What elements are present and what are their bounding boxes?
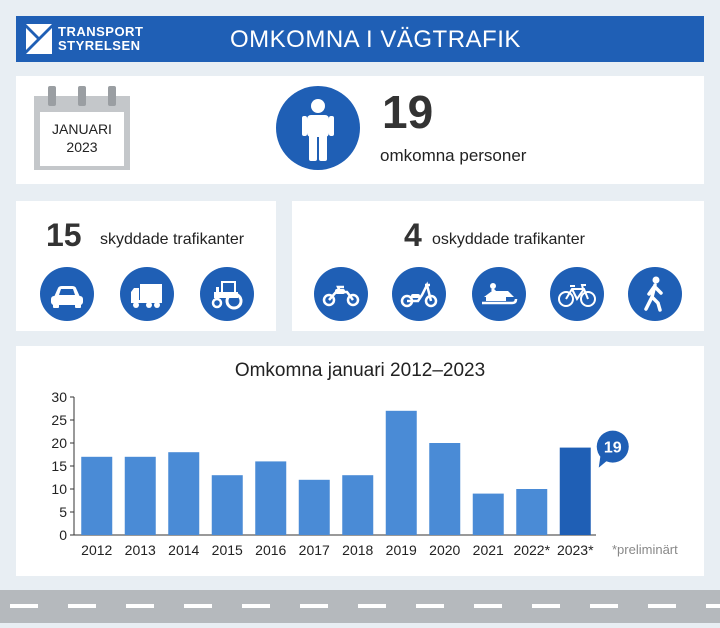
- motorcycle-icon: [314, 267, 368, 321]
- bar: [125, 457, 156, 535]
- unprotected-road-users-panel: [292, 201, 704, 331]
- bar-highlight: [560, 448, 591, 535]
- total-fatalities-label: omkomna personer: [380, 146, 527, 165]
- snowmobile-icon: [472, 267, 526, 321]
- x-tick-label: 2019: [385, 542, 417, 558]
- x-tick-label: 2014: [168, 542, 200, 558]
- unprotected-label: oskyddade trafikanter: [432, 231, 585, 248]
- bar: [516, 489, 547, 535]
- x-tick-label: 2018: [342, 542, 374, 558]
- x-tick-label: 2015: [211, 542, 243, 558]
- bar: [255, 461, 286, 535]
- bar: [342, 475, 373, 535]
- x-tick-label: 2016: [255, 542, 287, 558]
- person-icon: [276, 86, 360, 170]
- y-tick-label: 30: [51, 389, 67, 405]
- y-tick-label: 5: [59, 504, 67, 520]
- bar: [299, 480, 330, 535]
- y-tick-label: 15: [51, 458, 67, 474]
- bar: [386, 411, 417, 535]
- page-title: OMKOMNA I VÄGTRAFIK: [230, 26, 521, 53]
- y-tick-label: 20: [51, 435, 67, 451]
- pedestrian-icon: [628, 267, 682, 321]
- bar: [473, 494, 504, 535]
- bar: [212, 475, 243, 535]
- protected-value: 15: [46, 217, 82, 253]
- callout-value: 19: [603, 439, 622, 457]
- summary-panel: [16, 76, 704, 184]
- calendar-year: 2023: [66, 139, 98, 155]
- x-tick-label: 2017: [298, 542, 330, 558]
- chart-title: Omkomna januari 2012–2023: [234, 360, 486, 381]
- unprotected-value: 4: [404, 217, 422, 253]
- protected-label: skyddade trafikanter: [100, 231, 245, 248]
- calendar-month: JANUARI: [52, 121, 112, 137]
- transportstyrelsen-logo: [26, 22, 166, 56]
- logo-line1: TRANSPORT: [58, 24, 144, 39]
- protected-road-users-panel: [16, 201, 276, 331]
- bar: [168, 452, 199, 535]
- y-tick-label: 10: [51, 481, 67, 497]
- logo-line2: STYRELSEN: [58, 38, 141, 53]
- x-tick-label: 2022*: [513, 542, 551, 558]
- total-fatalities-value: 19: [382, 86, 434, 138]
- x-tick-label: 2012: [81, 542, 113, 558]
- car-icon: [40, 267, 94, 321]
- x-tick-label: 2021: [472, 542, 504, 558]
- bar-chart: [16, 346, 704, 576]
- road-decoration: [0, 590, 720, 623]
- bar: [429, 443, 460, 535]
- bicycle-icon: [550, 267, 604, 321]
- bar: [81, 457, 112, 535]
- x-tick-label: 2013: [124, 542, 156, 558]
- logo-mark-icon: [26, 24, 52, 54]
- moped-icon: [392, 267, 446, 321]
- tractor-icon: [200, 267, 254, 321]
- preliminary-note: *preliminärt: [612, 542, 678, 557]
- chart-panel: [16, 346, 704, 576]
- truck-icon: [120, 267, 174, 321]
- x-tick-label: 2020: [429, 542, 461, 558]
- x-tick-label: 2023*: [556, 542, 594, 558]
- header-banner: [16, 16, 704, 62]
- y-tick-label: 0: [59, 527, 67, 543]
- y-tick-label: 25: [51, 412, 67, 428]
